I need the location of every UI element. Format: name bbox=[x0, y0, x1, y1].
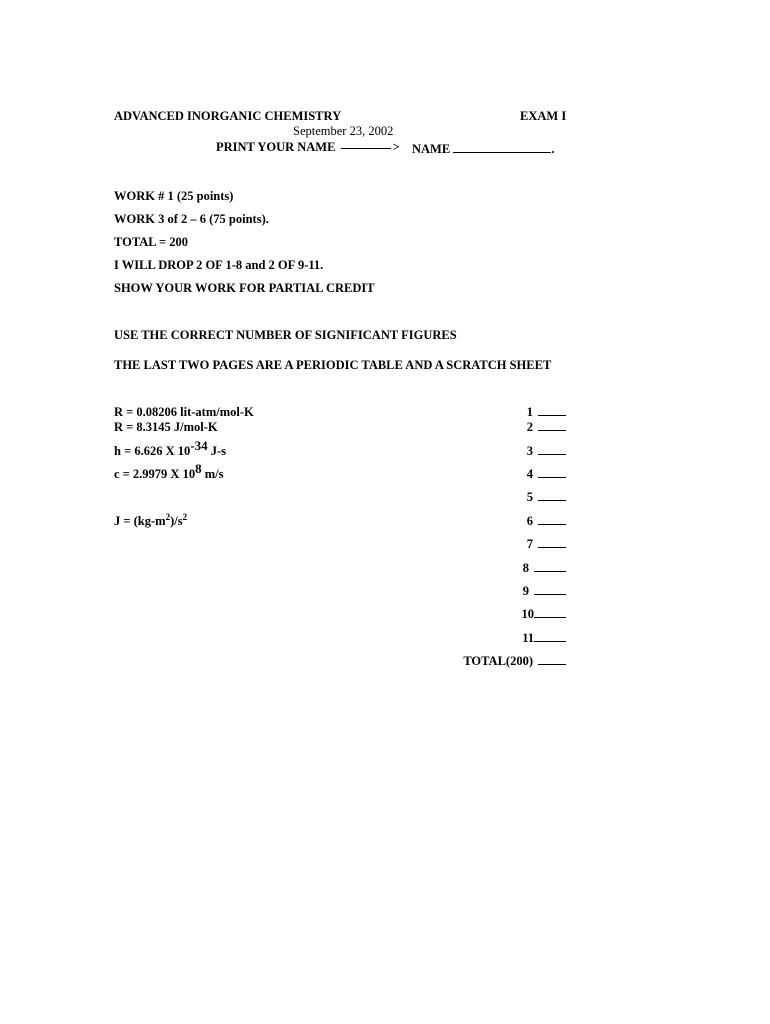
score-blank[interactable] bbox=[538, 415, 566, 416]
constant-h: h = 6.626 X 10-34 J-s bbox=[114, 438, 226, 458]
instruction-5: SHOW YOUR WORK FOR PARTIAL CREDIT bbox=[114, 281, 375, 295]
instruction-4: I WILL DROP 2 OF 1-8 and 2 OF 9-11. bbox=[114, 258, 324, 272]
name-blank[interactable] bbox=[453, 140, 551, 153]
score-row-3: 3 bbox=[0, 444, 566, 459]
instruction-2: WORK 3 of 2 – 6 (75 points). bbox=[114, 212, 269, 226]
exam-title: EXAM I bbox=[520, 109, 567, 123]
name-label: NAME bbox=[412, 142, 451, 156]
exam-date: September 23, 2002 bbox=[293, 124, 394, 138]
score-row-5: 5 bbox=[0, 490, 566, 505]
score-row-6: 6 bbox=[0, 514, 566, 529]
note-last-pages: THE LAST TWO PAGES ARE A PERIODIC TABLE AND A SCRATCH SHEET bbox=[114, 358, 552, 372]
score-blank[interactable] bbox=[538, 430, 566, 431]
score-blank[interactable] bbox=[538, 477, 566, 478]
score-row-4: 4 bbox=[0, 467, 566, 482]
score-blank[interactable] bbox=[538, 547, 566, 548]
arrow-head: > bbox=[392, 140, 400, 154]
name-row: NAME . bbox=[412, 142, 555, 156]
print-name-label: PRINT YOUR NAME bbox=[216, 140, 336, 154]
score-row-7: 7 bbox=[0, 537, 566, 552]
score-row-2: 2 bbox=[0, 420, 566, 435]
constant-c: c = 2.9979 X 108 m/s bbox=[114, 461, 224, 481]
score-blank[interactable] bbox=[534, 594, 566, 595]
arrow-right-icon bbox=[341, 143, 391, 153]
score-row-9: 9 bbox=[0, 584, 566, 599]
score-row-11: 11 bbox=[0, 631, 566, 646]
score-row-8: 8 bbox=[0, 561, 566, 576]
score-blank[interactable] bbox=[534, 641, 566, 642]
score-blank[interactable] bbox=[538, 664, 566, 665]
score-blank[interactable] bbox=[538, 524, 566, 525]
score-row-total: TOTAL(200) bbox=[0, 654, 566, 669]
score-row-10: 10 bbox=[0, 607, 566, 622]
score-blank[interactable] bbox=[534, 617, 566, 618]
score-blank[interactable] bbox=[538, 500, 566, 501]
constant-r1: R = 0.08206 lit-atm/mol-K bbox=[114, 405, 254, 419]
constant-joule: $J = (kg-m^2)/s^2$ bbox=[114, 511, 188, 528]
note-sig-figs: USE THE CORRECT NUMBER OF SIGNIFICANT FIGURES bbox=[114, 328, 457, 342]
print-name-row bbox=[216, 140, 400, 155]
instruction-1: WORK # 1 (25 points) bbox=[114, 189, 234, 203]
score-blank[interactable] bbox=[538, 454, 566, 455]
instruction-3: TOTAL = 200 bbox=[114, 235, 189, 249]
score-row-1: 1 bbox=[0, 405, 566, 420]
score-blank[interactable] bbox=[534, 571, 566, 572]
constant-r2: R = 8.3145 J/mol-K bbox=[114, 420, 218, 434]
course-title: ADVANCED INORGANIC CHEMISTRY bbox=[114, 109, 342, 123]
